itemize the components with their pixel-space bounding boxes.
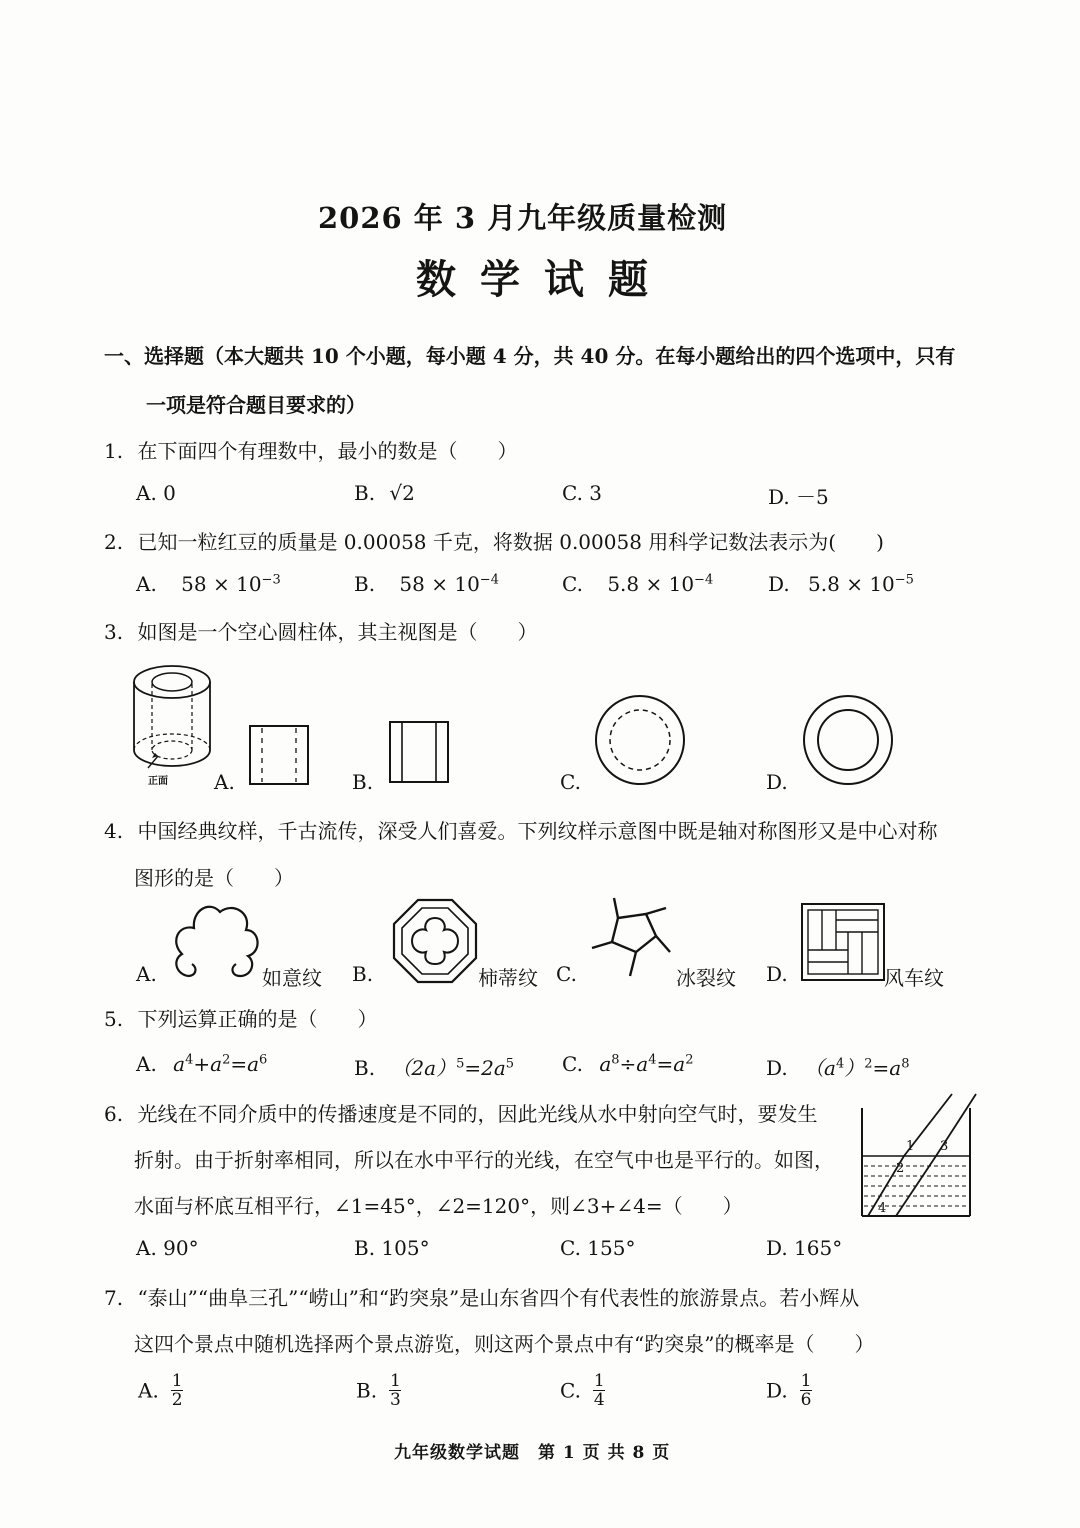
angle-2-label: 2 <box>896 1161 905 1176</box>
q5-option-c[interactable]: C. $a^8\div a^4=a^2$ <box>562 1052 694 1076</box>
fraction: $\frac{1}{6}$ <box>800 1371 812 1410</box>
q4-caption-a: 如意纹 <box>262 966 322 990</box>
exam-title: 2026 年 3 月九年级质量检测 <box>318 201 728 235</box>
subject-title: 数学试题 <box>416 256 672 303</box>
q3-option-a[interactable]: A. <box>214 770 235 794</box>
ruyi-pattern-icon <box>168 898 262 980</box>
angle-4-label: 4 <box>878 1201 887 1216</box>
question-6-cont: 折射。由于折射率相同，所以在水中平行的光线，在空气中也是平行的。如图， <box>134 1148 834 1172</box>
angle-1-label: 1 <box>906 1139 915 1154</box>
q4-option-b[interactable]: B. <box>352 962 374 986</box>
q4-option-c[interactable]: C. <box>556 962 577 986</box>
question-number: 4. <box>104 819 124 843</box>
q4-caption-d: 风车纹 <box>884 966 944 990</box>
question-text: “泰山”“曲阜三孔”“崂山”和“趵突泉”是山东省四个有代表性的旅游景点。若小辉从 <box>137 1286 860 1310</box>
section-heading-cont: 一项是符合题目要求的） <box>146 393 366 417</box>
fraction: $\frac{1}{3}$ <box>390 1371 401 1410</box>
q3-option-d[interactable]: D. <box>766 770 788 794</box>
sqrt-value: √2 <box>389 481 415 505</box>
question-4 <box>104 815 937 844</box>
question-5 <box>104 1003 377 1032</box>
question-2 <box>104 526 884 555</box>
q6-option-d[interactable]: D. 165° <box>766 1236 843 1260</box>
question-4-cont: 图形的是（ ） <box>134 866 294 890</box>
q2-option-c[interactable]: C. $5.8 \times 10^{-4}$ <box>562 572 714 596</box>
shidi-pattern-icon <box>392 898 478 984</box>
question-number: 6. <box>104 1102 124 1126</box>
q4-caption-b: 柿蒂纹 <box>478 966 538 990</box>
question-text: 已知一粒红豆的质量是 0.00058 千克，将数据 0.00058 用科学记数法表示为( ) <box>137 530 884 554</box>
q3-option-b[interactable]: B. <box>352 770 374 794</box>
q4-caption-c: 冰裂纹 <box>676 966 736 990</box>
question-text: 光线在不同介质中的传播速度是不同的，因此光线从水中射向空气时，要发生 <box>137 1102 818 1126</box>
q3-view-d <box>802 694 894 786</box>
question-7-cont: 这四个景点中随机选择两个景点游览，则这两个景点中有“趵突泉”的概率是（ ） <box>134 1332 875 1356</box>
question-number: 1. <box>104 439 124 463</box>
question-text: 中国经典纹样，千古流传，深受人们喜爱。下列纹样示意图中既是轴对称图形又是中心对称 <box>137 819 938 843</box>
windmill-pattern-icon <box>800 902 886 982</box>
q4-option-a[interactable]: A. <box>136 962 157 986</box>
question-number: 7. <box>104 1286 124 1310</box>
fraction: $\frac{1}{4}$ <box>593 1371 605 1410</box>
question-3 <box>104 616 537 645</box>
question-text: 下列运算正确的是（ ） <box>137 1007 378 1031</box>
q3-view-a <box>248 724 310 786</box>
question-text: 如图是一个空心圆柱体，其主视图是（ ） <box>137 620 538 644</box>
q1-option-a[interactable]: A. 0 <box>136 481 176 505</box>
q7-option-a[interactable]: A. $\frac{1}{2}$ <box>138 1371 183 1410</box>
ice-crack-pattern-icon <box>590 896 680 982</box>
section-heading: 一、选择题（本大题共 10 个小题，每小题 4 分，共 40 分。在每小题给出的四个选项中，只有 <box>104 344 956 368</box>
q3-option-c[interactable]: C. <box>560 770 581 794</box>
q7-option-c[interactable]: C. $\frac{1}{4}$ <box>560 1371 605 1410</box>
q6-option-a[interactable]: A. 90° <box>136 1236 199 1260</box>
page-footer: 九年级数学试题 第 1 页 共 8 页 <box>394 1443 671 1463</box>
fraction: $\frac{1}{2}$ <box>171 1371 183 1410</box>
q6-option-b[interactable]: B. 105° <box>354 1236 430 1260</box>
q5-option-d[interactable]: D. $(a^4)^2=a^8$ <box>766 1056 910 1080</box>
q7-option-d[interactable]: D. $\frac{1}{6}$ <box>766 1371 812 1410</box>
question-6-cont2: 水面与杯底互相平行，∠1=45°，∠2=120°，则∠3+∠4=（ ） <box>134 1194 743 1218</box>
q6-option-c[interactable]: C. 155° <box>560 1236 636 1260</box>
q7-option-b[interactable]: B. $\frac{1}{3}$ <box>356 1371 401 1410</box>
question-1 <box>104 435 517 464</box>
q2-option-d[interactable]: D. $5.8 \times 10^{-5}$ <box>768 572 914 596</box>
angle-3-label: 3 <box>940 1139 949 1154</box>
q5-option-a[interactable]: A. $a^4+a^2=a^6$ <box>136 1052 268 1076</box>
question-7 <box>104 1282 859 1311</box>
q1-option-c[interactable]: C. 3 <box>562 481 603 505</box>
question-number: 3. <box>104 620 124 644</box>
question-text: 在下面四个有理数中，最小的数是（ ） <box>137 439 518 463</box>
q1-option-d[interactable]: D. －5 <box>768 485 829 509</box>
front-view-label: 正面 <box>148 776 168 787</box>
q2-option-a[interactable]: A. $58 \times 10^{-3}$ <box>136 572 281 596</box>
q3-view-b <box>388 720 450 784</box>
q4-option-d[interactable]: D. <box>766 962 788 986</box>
question-number: 5. <box>104 1007 124 1031</box>
q3-view-c <box>594 694 686 786</box>
q1-option-b[interactable]: B. √2 <box>354 481 415 505</box>
refraction-cup-figure <box>856 1090 980 1220</box>
hollow-cylinder-figure <box>128 660 218 780</box>
q2-option-b[interactable]: B. $58 \times 10^{-4}$ <box>354 572 499 596</box>
q5-option-b[interactable]: B. $(2a)^5=2a^5$ <box>354 1056 515 1080</box>
question-number: 2. <box>104 530 124 554</box>
question-6 <box>104 1098 817 1127</box>
